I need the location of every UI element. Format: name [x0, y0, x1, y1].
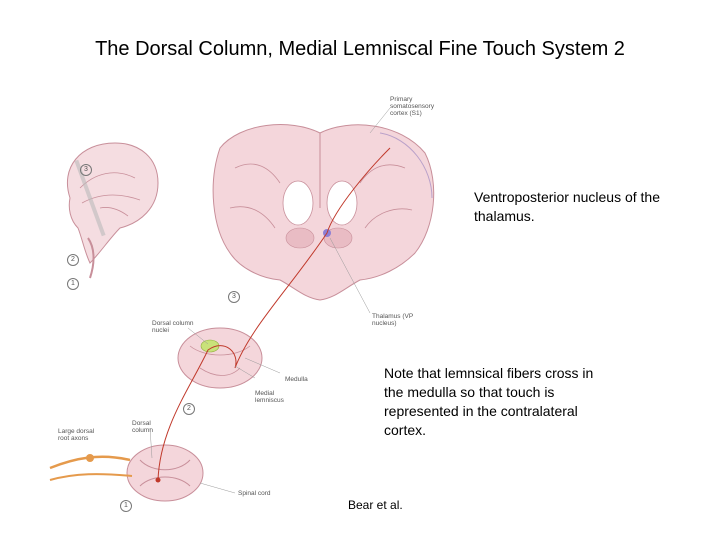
label-dorsal-column-nuclei: Dorsal column nuclei — [152, 320, 194, 334]
label-large-dorsal-root-axons: Large dorsal root axons — [58, 428, 95, 442]
slide-title: The Dorsal Column, Medial Lemniscal Fine Touch System 2 — [95, 38, 625, 60]
label-medial-lemniscus: Medial lemniscus — [255, 390, 284, 404]
thalamus-callout: Ventroposterior nucleus of the thalamus. — [474, 189, 661, 224]
coronal-brain-section — [213, 125, 434, 300]
step-number-medulla: 2 — [183, 403, 195, 415]
step-number-brain-1: 1 — [67, 278, 79, 290]
label-spinal-cord: Spinal cord — [238, 490, 271, 497]
step-number-brain-2: 2 — [67, 254, 79, 266]
dorsal-root-axons — [50, 454, 132, 480]
crossing-callout: Note that lemnsical fibers cross in the medulla so that touch is represented in the contralateral cortex. — [384, 365, 594, 438]
step-number-brain-3: 3 — [80, 164, 92, 176]
label-thalamus: Thalamus (VP nucleus) — [372, 313, 414, 327]
anatomy-figure — [40, 88, 440, 518]
label-primary-cortex: Primary somatosensory cortex (S1) — [390, 96, 435, 117]
label-dorsal-column: Dorsal column — [132, 420, 153, 434]
source-credit: Bear et al. — [348, 498, 403, 512]
step-number-cortex: 3 — [228, 291, 240, 303]
step-number-spinal: 1 — [120, 500, 132, 512]
pathway-illustration — [40, 88, 440, 518]
sagittal-brain — [67, 143, 158, 278]
label-medulla: Medulla — [285, 376, 308, 383]
spinal-cord-section — [127, 445, 203, 501]
medulla-section — [178, 328, 262, 388]
